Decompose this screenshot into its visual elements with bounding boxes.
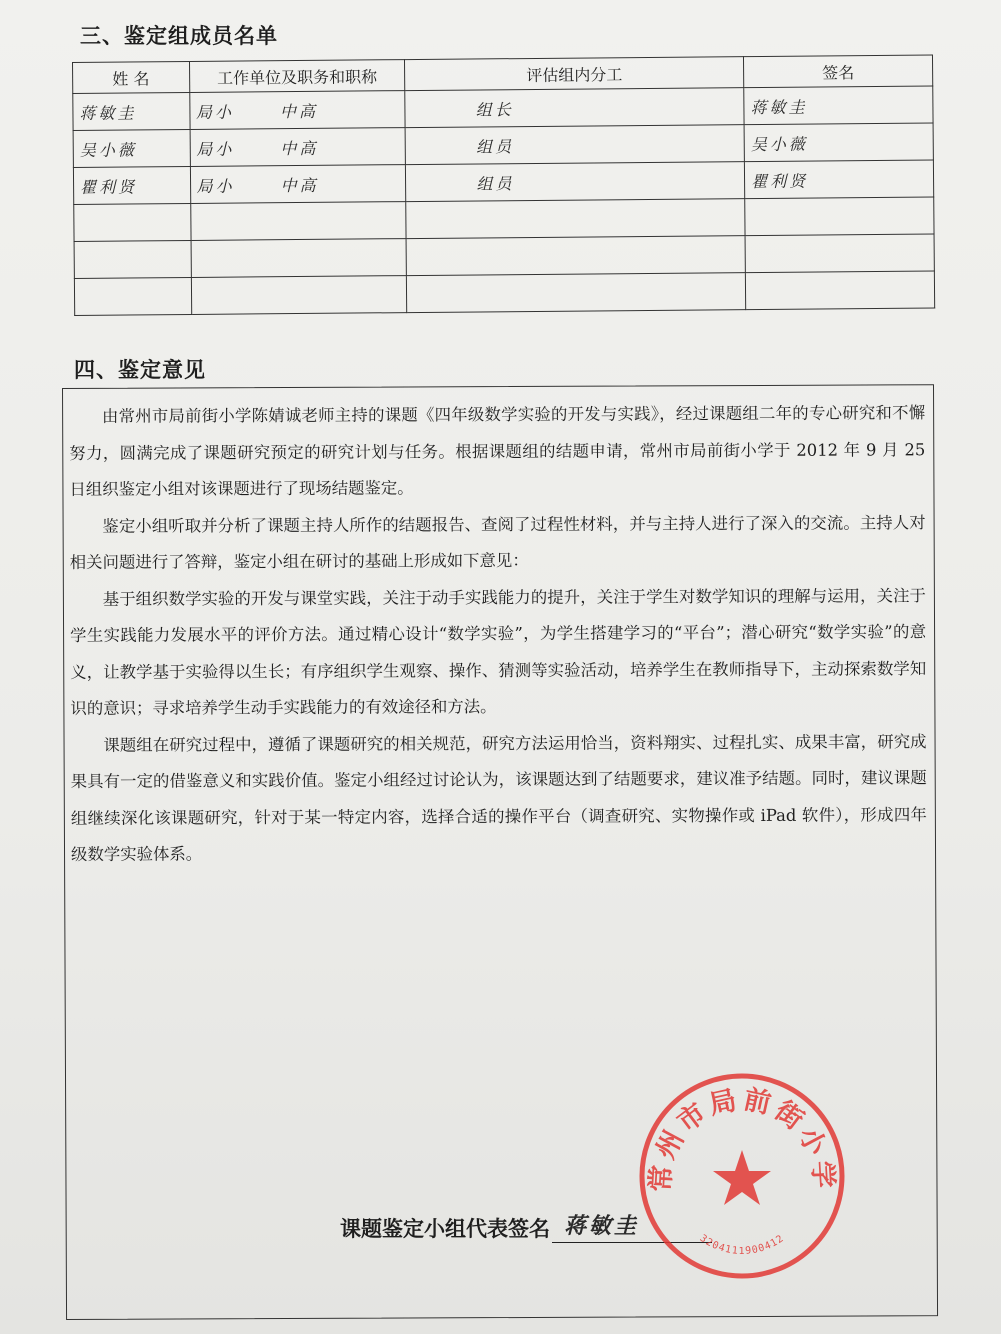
member-title: 中高 (279, 101, 319, 121)
member-role: 组员 (406, 162, 745, 202)
member-unit (190, 165, 406, 204)
opinion-paragraph: 基于组织数学实验的开发与课堂实践，关注于动手实践能力的提升，关注于学生对数学知识的理解与运用，关注于学生实践能力发展水平的评价方法。通过精心设计“数学实验”，为学生搭建学习的“平台”；潜心研究“数学实验”的意义，让教学基于实验得以生长；有序组织学生观察、操作、猜测等实验活动，培养学生在教师指导下，主动探索数学知识的意识；寻求培养学生动手实践能力的有效途径和方法。 (70, 585, 927, 718)
header-unit: 工作单位及职务和职称 (189, 60, 405, 93)
member-name: 瞿利贤 (73, 166, 190, 204)
member-unit-name: 局小 (196, 176, 235, 196)
opinion-paragraph: 鉴定小组听取并分析了课题主持人所作的结题报告、查阅了过程性材料，并与主持人进行了深入的交流。主持人对相关问题进行了答辩，鉴定小组在研讨的基础上形成如下意见： (69, 512, 926, 572)
member-unit (190, 128, 406, 167)
section-4-title: 四、鉴定意见 (74, 358, 206, 382)
member-unit (189, 91, 405, 130)
official-seal-icon (636, 1070, 848, 1282)
member-unit-name: 局小 (195, 102, 235, 122)
signature-label: 课题鉴定小组代表签名 (340, 1217, 550, 1241)
representative-signature: 蒋敏圭 (564, 1213, 640, 1239)
header-sign: 签名 (744, 55, 933, 88)
section-3-title: 三、鉴定组成员名单 (80, 24, 278, 48)
member-name: 吴小薇 (73, 129, 190, 167)
member-signature: 吴小薇 (744, 123, 933, 162)
member-role: 组员 (405, 125, 744, 165)
opinion-paragraph: 课题组在研究过程中，遵循了课题研究的相关规范，研究方法运用恰当，资料翔实、过程扎实、成果丰富，研究成果具有一定的借鉴意义和实践价值。鉴定小组经过讨论认为，该课题达到了结题要求，建议准予结题。同时，建议课题组继续深化该课题研究，针对于某一特定内容，选择合适的操作平台（调查研究、实物操作或 iPad 软件），形成四年级数学实验体系。 (70, 731, 927, 864)
member-unit-name: 局小 (196, 139, 235, 159)
member-title: 中高 (280, 175, 319, 195)
opinion-text (69, 395, 927, 873)
member-signature: 蒋敏圭 (744, 86, 933, 125)
member-role: 组长 (405, 88, 744, 128)
table-row-empty (74, 271, 934, 316)
member-title: 中高 (280, 138, 319, 158)
seal-text: 常州市局前街小学 (645, 1084, 839, 1193)
member-table (72, 54, 935, 316)
header-role: 评估组内分工 (405, 57, 744, 91)
seal-star-icon (713, 1150, 771, 1205)
opinion-paragraph: 由常州市局前街小学陈婧诚老师主持的课题《四年级数学实验的开发与实践》，经过课题组二年的专心研究和不懈努力，圆满完成了课题研究预定的研究计划与任务。根据课题组的结题申请，常州市局前街小学于 2012 年 9 月 25 日组织鉴定小组对该课题进行了现场结题鉴定。 (69, 403, 926, 499)
member-name: 蒋敏圭 (73, 92, 190, 130)
member-signature: 瞿利贤 (745, 160, 934, 199)
header-name: 姓 名 (73, 61, 190, 93)
seal-code: 3204111900412 (697, 1232, 787, 1257)
